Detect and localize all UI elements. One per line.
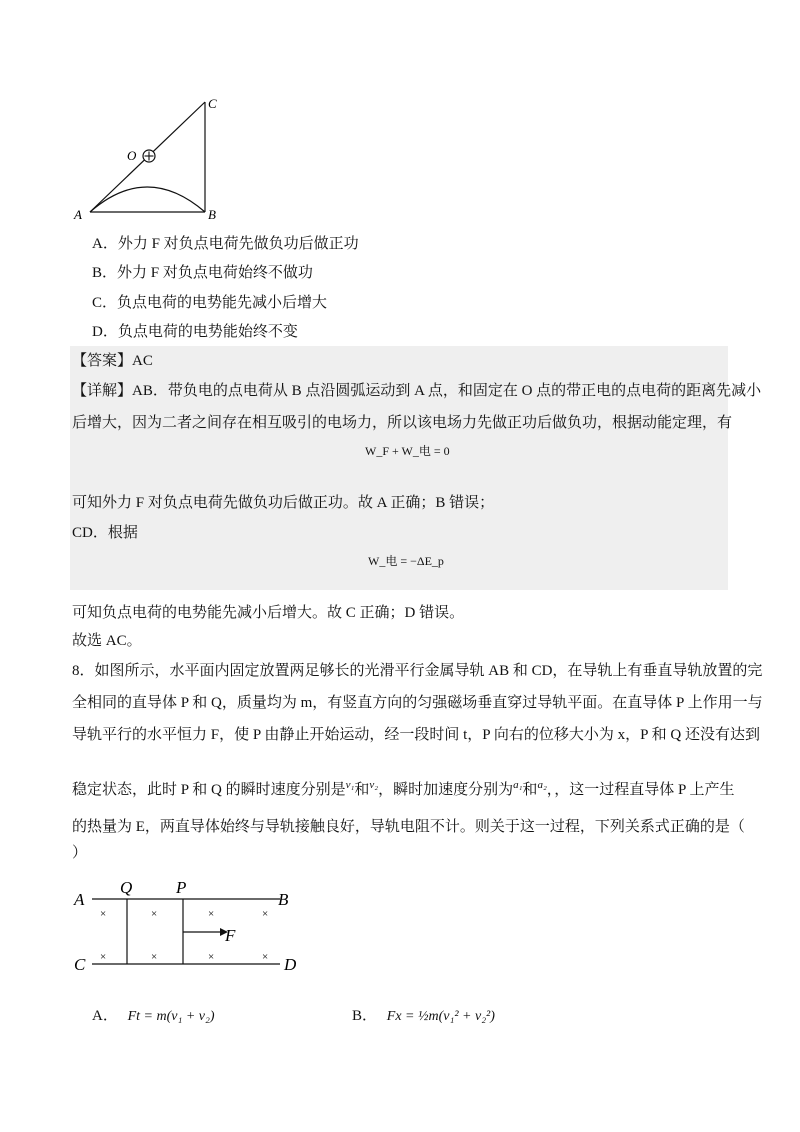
q8-line-5: 的热量为 E，两直导体始终与导轨接触良好，导轨电阻不计。则关于这一过程，下列关系式正确的是（ [72,819,745,835]
label-a: A [74,207,82,222]
q8-option-b-formula: Fx = ½m(v₁² + v₂²) [386,1009,495,1024]
field-cross-icon: × [208,951,215,963]
q8-line-4: 稳定状态，此时 P 和 Q 的瞬时速度分别是$^{v_1}$和$^{v_2}$，瞬时加速度分别为$^{a_1}$和$^{a_2}$，，这一过程直导体 P 上产生 [72,779,735,798]
field-cross-icon: × [100,908,107,920]
q7-option-d: D．负点电荷的电势能始终不变 [92,324,298,340]
rail-label-b: B [278,890,289,909]
q7-option-b: B．外力 F 对负点电荷始终不做功 [92,265,313,281]
label-c: C [208,96,217,111]
a1-symbol: a₁ [513,779,523,791]
q8-option-b: B． Fx = ½m(v₁² + v₂²) [352,1008,495,1024]
field-cross-icon: × [151,951,158,963]
equation-2: W_电 = −ΔE_p [368,554,444,568]
q8-line-3: 导轨平行的水平恒力 F，使 P 由静止开始运动，经一段时间 t，P 向右的位移大小为 x，P 和 Q 还没有达到 [72,727,760,743]
field-cross-icon: × [262,908,269,920]
field-cross-icon: × [262,951,269,963]
rail-label-a: A [74,890,85,909]
rails-figure [70,876,310,976]
detail-line-2: 后增大，因为二者之间存在相互吸引的电场力，所以该电场力先做正功后做负功，根据动能定理，有 [72,415,733,431]
q8-option-a: A． Ft = m(v₁ + v₂) [92,1008,215,1024]
answer-text: 【答案】AC [72,353,153,369]
q8-line-6: ） [72,845,88,861]
label-b: B [208,207,216,222]
v2-symbol: v₂ [369,779,379,791]
v1-symbol: v₁ [345,779,355,791]
triangle-figure [70,92,230,227]
label-p: P [176,878,187,897]
q8-option-a-formula: Ft = m(v₁ + v₂) [127,1009,215,1024]
label-o: O [127,148,137,163]
rail-label-d: D [284,955,297,974]
field-cross-icon: × [151,908,158,920]
detail-line-1: 【详解】AB．带负电的点电荷从 B 点沿圆弧运动到 A 点，和固定在 O 点的带正电的点电荷的距离先减小 [72,383,762,399]
label-q: Q [120,878,133,897]
equation-1: W_F + W_电 = 0 [365,444,450,458]
rail-label-c: C [74,955,86,974]
conclusion-line-1: 可知负点电荷的电势能先减小后增大。故 C 正确；D 错误。 [72,605,465,621]
detail-line-3: 可知外力 F 对负点电荷先做负功后做正功。故 A 正确；B 错误； [72,495,495,511]
detail-line-4: CD．根据 [72,525,138,541]
q7-option-a: A．外力 F 对负点电荷先做负功后做正功 [92,236,359,252]
label-f: F [225,926,236,945]
q8-line-2: 全相同的直导体 P 和 Q，质量均为 m，有竖直方向的匀强磁场垂直穿过导轨平面。在直导体 P 上作用一与 [72,695,763,711]
q7-option-c: C．负点电荷的电势能先减小后增大 [92,295,328,311]
field-cross-icon: × [100,951,107,963]
conclusion-line-2: 故选 AC。 [72,633,142,649]
q8-line-1: 8．如图所示，水平面内固定放置两足够长的光滑平行金属导轨 AB 和 CD，在导轨上有垂直导轨放置的完 [72,663,763,679]
field-cross-icon: × [208,908,215,920]
a2-symbol: a₂ [537,779,547,791]
arc-ba [90,187,205,212]
